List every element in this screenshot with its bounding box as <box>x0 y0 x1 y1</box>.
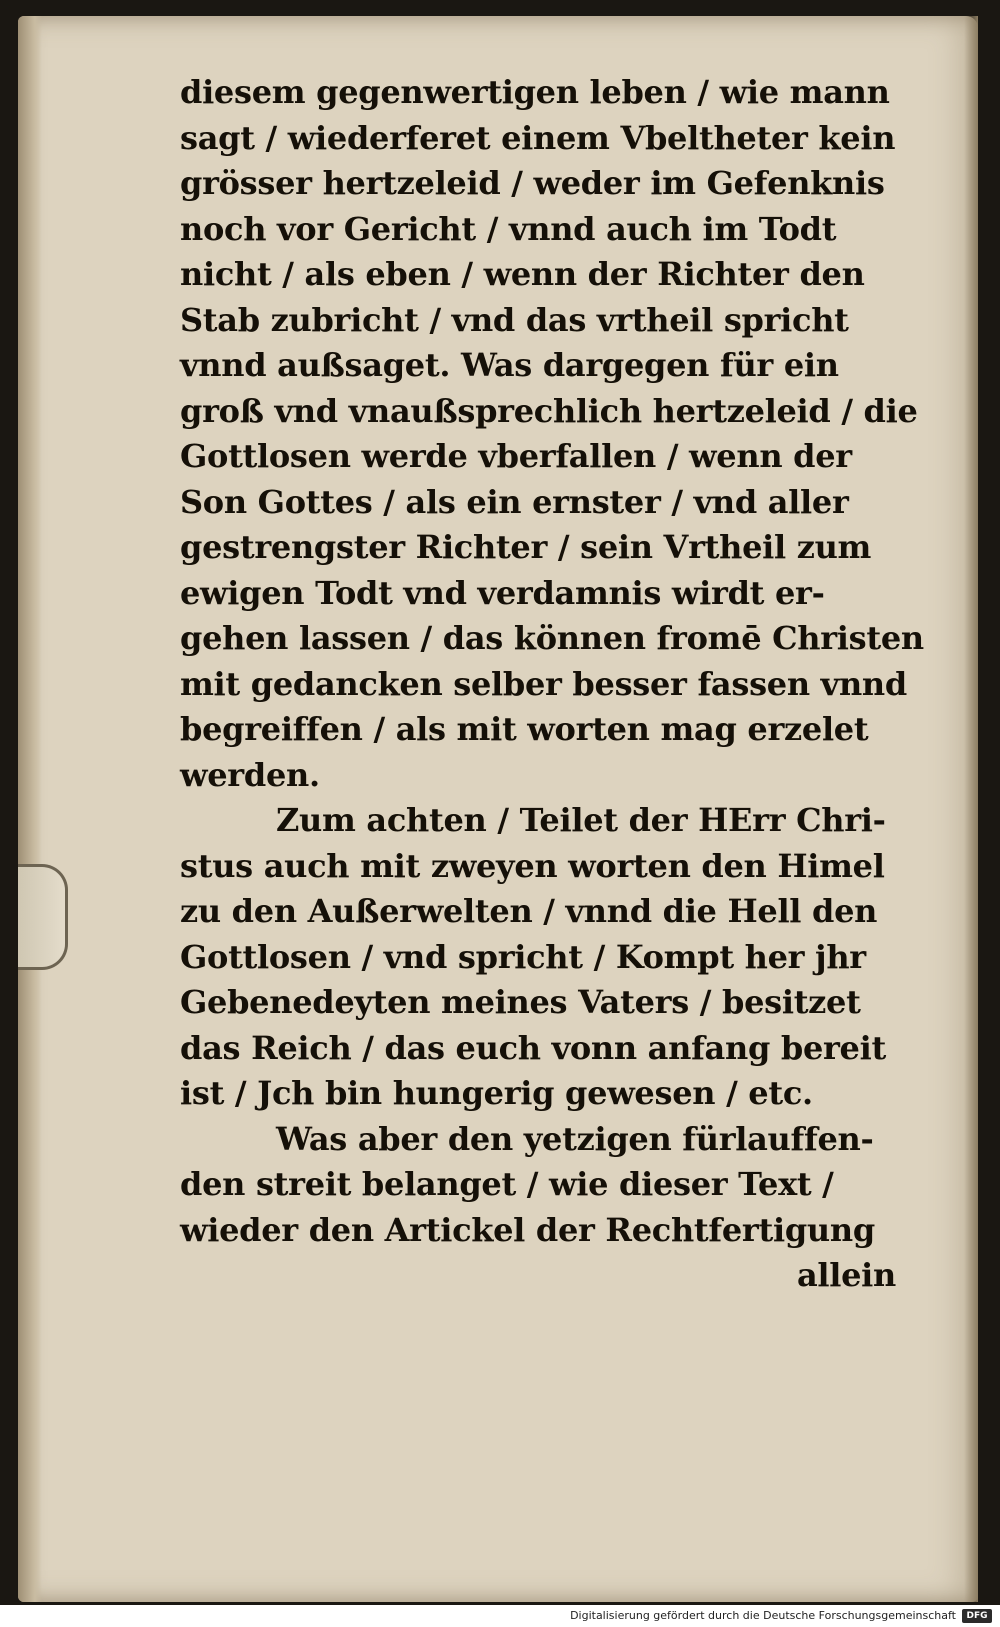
text-line: grösser hertzeleid / weder im Gefenknis <box>180 164 885 202</box>
text-line: Was aber den yetzigen fürlauffen- <box>276 1119 874 1158</box>
page-text <box>180 70 924 1299</box>
text-line: wieder den Artickel der Rechtfertigung <box>180 1210 875 1249</box>
page-edge-shadow <box>964 16 978 1602</box>
text-line: noch vor Gericht / vnnd auch im Todt <box>180 209 837 248</box>
text-line: Gebenedeyten meines Vaters / besitzet <box>180 983 861 1021</box>
text-line: begreiffen / als mit worten mag erzelet <box>180 710 869 748</box>
text-line: zu den Außerwelten / vnnd die Hell den <box>180 892 878 930</box>
text-line: mit gedancken selber besser fassen vnnd <box>180 664 907 703</box>
text-line: den streit belanget / wie dieser Text / <box>180 1165 834 1203</box>
text-line: vnnd außsaget. Was dargegen für ein <box>180 346 839 384</box>
page-gutter-shadow <box>18 16 42 1602</box>
text-line: gestrengster Richter / sein Vrtheil zum <box>180 528 872 566</box>
text-line: gehen lassen / das können fromē Christen <box>180 619 924 657</box>
text-line: Stab zubricht / vnd das vrtheil spricht <box>180 300 849 339</box>
text-line: nicht / als eben / wenn der Richter den <box>180 255 865 293</box>
text-line: diesem gegenwertigen leben / wie mann <box>180 73 890 111</box>
text-line: Zum achten / Teilet der HErr Chri- <box>276 801 886 839</box>
text-line: stus auch mit zweyen worten den Himel <box>180 846 885 885</box>
text-line: ist / Jch bin hungerig gewesen / etc. <box>180 1074 813 1112</box>
text-line: Gottlosen werde vberfallen / wenn der <box>180 437 852 475</box>
book-clasp <box>18 864 68 970</box>
text-line: Gottlosen / vnd spricht / Kompt her jhr <box>180 937 866 976</box>
text-line: sagt / wiederferet einem Vbeltheter kein <box>180 118 896 157</box>
dfg-logo: DFG <box>962 1609 992 1623</box>
text-line: das Reich / das euch vonn anfang bereit <box>180 1028 886 1067</box>
text-line: ewigen Todt vnd verdamnis wirdt er- <box>180 573 825 612</box>
text-line: Son Gottes / als ein ernster / vnd aller <box>180 482 849 521</box>
funding-credit: Digitalisierung gefördert durch die Deutsche Forschungsgemeinschaft <box>570 1609 956 1622</box>
text-line: groß vnd vnaußsprechlich hertzeleid / die <box>180 391 918 430</box>
catchword: allein <box>796 1256 896 1294</box>
text-line: werden. <box>180 755 320 794</box>
